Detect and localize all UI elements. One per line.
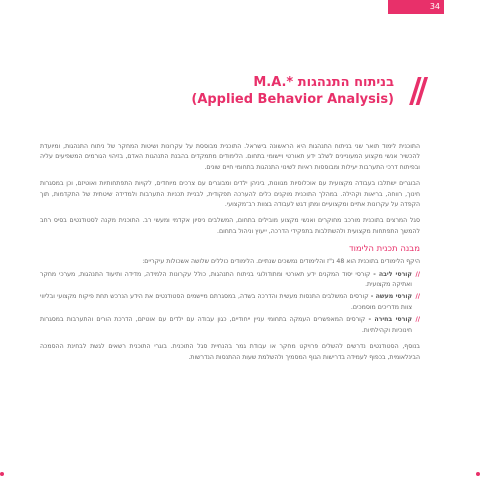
- bullet-text: קורסים המשלבים התנסות מעשית והדרכה בשדה, במסגרתם מיישמים הסטודנטים את הידע הנרכש תחת פיקוח מקצועי ובליווי צוות מדריכים מוסמכים.: [40, 293, 412, 311]
- closing-paragraph: בנוסף, הסטודנטים נדרשים להשלים פרויקט מחקר או עבודת גמר בהנחיית סגל התוכנית. בוגרי התוכנית רשאים לגשת לבחינת ההסמכה הבינלאומית, בכפוף לעמידה בדרישות הגוף המסמיך ולהשלמת שעות ההתנסות הנדרשות.: [40, 343, 420, 361]
- bullet-term: קורסי בחירה -: [368, 316, 412, 324]
- bullet-mark: //: [415, 293, 420, 301]
- paragraph-1: התוכנית לימוד תואר שני בניתוח התנהגות היא הראשונה בישראל. התוכנית מבוססת על עקרונות ושיטות המחקר של ניתוח התנהגות, ומיועדת להכשיר אנשי מקצוע המעוניינים לשלב ידע תאורטי ויישומי בתחום. הלימודים מתמקדים בהבנת התנהגות האדם, בזיהוי הגורמים המשפיעים עליה ובפיתוח דרכי התערבות יעילות ומבוססות ראיות לשינוי התנהגות בתחומי חיים שונים.: [40, 143, 420, 171]
- page-subtitle: (Applied Behavior Analysis): [191, 92, 394, 107]
- body-text: [40, 142, 420, 369]
- paragraph-2: הבוגרים ישתלבו בעבודה מקצועית עם אוכלוסיות מגוונות, ביניהן ילדים ומבוגרים עם צרכים מיוחדים, לקויות התפתחותיות ואוטיזם, וכן במסגרות חינוך, רווחה, בריאות וקהילה. במהלך התוכנית מוקנים כלים להערכה תפקודית, לבניית תכניות התערבות ולמדידה שיטתית של התקדמות, תוך הקפדה על עקרונות אתיים ומקצועיים ומתן דגש לעבודה בצוות רב־מקצועי.: [40, 180, 420, 209]
- title-block: [191, 74, 394, 108]
- paragraph-3: סגל המרצים בתוכנית מורכב מחוקרים ואנשי מקצוע מובילים בתחום, המשלבים ניסיון אקדמי ומעשי רב. התוכנית מקנה לסטודנטים בסיס רחב להמשך התפתחות מקצועית ולהשתלבות בתפקידי הדרכה, ייעוץ וניהול בתחום.: [40, 217, 420, 235]
- section-heading: מבנה תכנית הלימוד: [348, 244, 420, 255]
- crop-mark: [476, 472, 480, 476]
- bullet-mark: //: [415, 270, 420, 278]
- crop-mark: [0, 472, 4, 476]
- list-item: [40, 292, 420, 313]
- page-title: M.A.* בניתוח התנהגות: [253, 75, 394, 90]
- list-item: [40, 270, 420, 291]
- bullet-text: קורסים המאפשרים העמקה בתחומי עניין ייחודיים, כגון עבודה עם ילדים עם אוטיזם, הדרכת הורים והתערבות במסגרות חינוכיות וקהילתיות.: [40, 316, 412, 334]
- bullet-mark: //: [415, 316, 420, 324]
- title-slashes: //: [409, 71, 422, 111]
- bullet-text: קורסי יסוד המקנים ידע תאורטי ומתודולוגי בניתוח התנהגות, כולל עקרונות הלמידה, מדידה ותיעוד התנהגות, מערכי מחקר ואתיקה מקצועית.: [40, 270, 412, 289]
- bullet-term: קורסי מעשה -: [370, 293, 413, 301]
- structure-intro: היקף הלימודים בתוכנית הוא 48 נ"ז והלימודים נמשכים שנתיים. הלימודים כוללים שלושה אשכולות עיקריים:: [142, 258, 420, 266]
- bullet-list: [40, 270, 420, 336]
- bullet-term: קורסי ליבה -: [373, 270, 412, 278]
- page-number: 34: [429, 2, 440, 11]
- list-item: [40, 315, 420, 336]
